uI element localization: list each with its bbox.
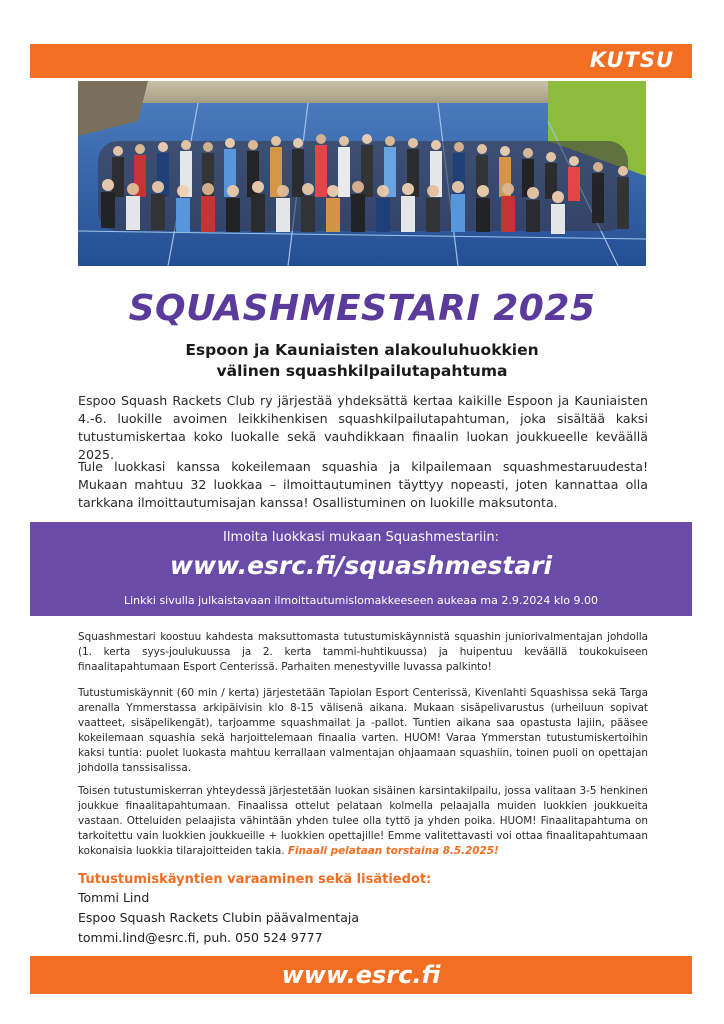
registration-link[interactable]: www.esrc.fi/squashmestari xyxy=(169,551,553,580)
body-paragraph-3-text: Toisen tutustumiskerran yhteydessä järjestetään luokan sisäinen karsintakilpailu, jossa valitaan 3-5 henkinen joukkue finaalitapahtumaan. Finaalissa ottelut pelataan kolmella pelaajalla muiden luokkien joukkueita vastaan. Otteluiden pelaajista vähintään yhden tulee olla tyttö ja yhden poika. HUOM! Finaalitapahtuma on tarkoitettu vain luokkien joukkueille + luokkien opettajille! Emme valitettavasti voi ottaa finaalitapahtumaan kokonaisia luokkia tilarajoitteiden takia. xyxy=(78,785,648,857)
registration-note: Linkki sivulla julkaistavaan ilmoittautumislomakkeeseen aukeaa ma 2.9.2024 klo 9.00 xyxy=(124,594,598,607)
subtitle-line-2: välinen squashkilpailutapahtuma xyxy=(216,362,508,380)
intro-paragraph-1: Espoo Squash Rackets Club ry järjestää yhdeksättä kertaa kaikille Espoon ja Kauniaisten 4.-6. luokille avoimen leikkihenkisen squashkilpailutapahtuman, joka sisältää kaksi tutustumiskertaa koko luokalle sekä vauhdikkaan finaalin luokan joukkueelle keväällä 2025. xyxy=(78,393,648,462)
subtitle-line-1: Espoon ja Kauniaisten alakouluhuokkien xyxy=(185,341,539,359)
contact-name: Tommi Lind xyxy=(78,890,150,905)
subtitle xyxy=(0,340,724,382)
registration-band xyxy=(30,522,692,616)
footer-link[interactable]: www.esrc.fi xyxy=(281,961,441,989)
intro-paragraph-2: Tule luokkasi kanssa kokeilemaan squashia ja kilpailemaan squashmestaruudesta! Mukaan mahtuu 32 luokkaa – ilmoittautuminen täyttyy nopeasti, joten kannattaa olla tarkkana ilmoittautumisajan kanssa! Osallistuminen on luokille maksutonta. xyxy=(78,459,648,510)
group-photo xyxy=(78,81,646,266)
page-title: SQUASHMESTARI 2025 xyxy=(128,288,596,329)
contact-details[interactable]: tommi.lind@esrc.fi, puh. 050 524 9777 xyxy=(78,930,323,945)
body-paragraph-1: Squashmestari koostuu kahdesta maksuttomasta tutustumiskäynnistä squashin juniorivalmentajan johdolla (1. kerta syys-joulukuussa ja 2. kerta tammi-huhtikuussa) ja huipentuu keväällä toukokuiseen finaalitapahtumaan Esport Centerissä. Parhaiten menestyville luvassa palkinto! xyxy=(78,631,648,673)
final-date-highlight: Finaali pelataan torstaina 8.5.2025! xyxy=(287,845,499,857)
body-paragraph-2: Tutustumiskäynnit (60 min / kerta) järjestetään Tapiolan Esport Centerissä, Kivenlahti Squashissa sekä Targa arenalla Ymmerstassa arkipäivisin klo 8-15 välisenä aikana. Mukaan sisäpelivarustus (urheiluun sopivat vaatteet, sisäpelikengät), tarjoamme squashmailat ja -pallot. Tuntien aikana saa opastusta lajiin, pääsee kokeilemaan squashia sekä harjoittelemaan finaalia varten. HUOM! Varaa Ymmerstan tutustumiskertoihin kaksi tuntia: puolet luokasta mahtuu kerrallaan valmentajan ohjaamaan squashiin, toinen puoli on opettajan johdolla tanssisalissa. xyxy=(78,687,648,774)
footer-banner xyxy=(30,956,692,994)
contact-role: Espoo Squash Rackets Clubin päävalmentaja xyxy=(78,910,359,925)
header-label: KUTSU xyxy=(589,48,674,72)
contact-heading: Tutustumiskäyntien varaaminen sekä lisätiedot: xyxy=(78,872,432,887)
body-paragraph-3 xyxy=(78,784,648,859)
registration-prompt: Ilmoita luokkasi mukaan Squashmestariin: xyxy=(223,530,499,545)
header-banner xyxy=(30,44,692,78)
